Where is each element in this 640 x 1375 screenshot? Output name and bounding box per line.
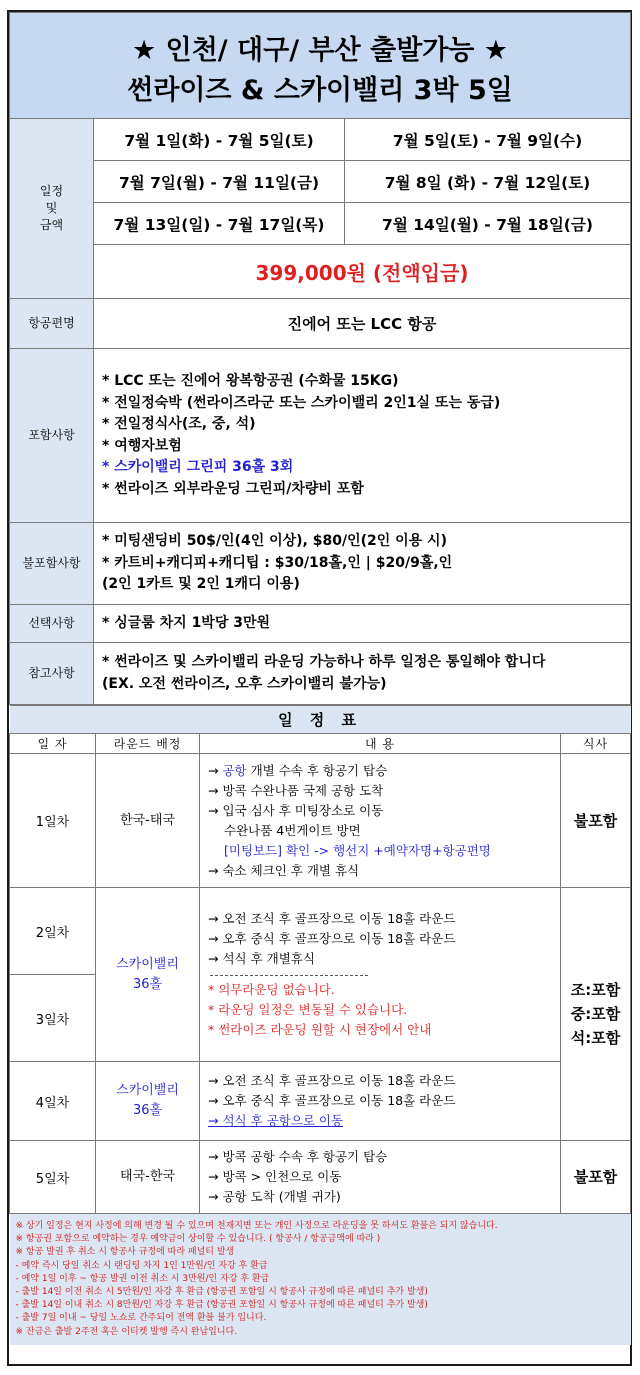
meal-info: 불포함 <box>561 1141 631 1214</box>
note-line: ※ 항공 발권 후 취소 시 항공사 규정에 따라 패널티 발생 <box>15 1247 235 1258</box>
header-content: 내 용 <box>200 734 561 754</box>
note-line: ※ 잔금은 출발 2주전 혹은 이티켓 발행 즉시 완납입니다. <box>15 1326 238 1337</box>
included-item: * 썬라이즈 외부라운딩 그린피/차량비 포함 <box>102 480 364 497</box>
table-row <box>10 1062 631 1141</box>
excluded-item: * 카트비+캐디피+캐디팁 : $30/18홀,인 | $20/9홀,인 <box>102 554 453 571</box>
included-item: * LCC 또는 진에어 왕복항공권 (수화물 15KG) <box>102 373 399 389</box>
optional-label: 선택사항 <box>10 605 94 643</box>
day-label: 2일차 <box>10 888 96 975</box>
itinerary-title: 일 정 표 <box>10 706 631 734</box>
round-assignment: 스카이밸리 36홀 <box>96 1062 200 1141</box>
date-range: 7월 13일(일) - 7월 17일(목) <box>94 203 345 245</box>
included-item: * 여행자보험 <box>102 437 182 454</box>
header-round: 라운드 배정 <box>96 734 200 754</box>
table-row <box>10 888 631 975</box>
info-table <box>9 12 631 705</box>
date-range: 7월 8일 (화) - 7월 12일(토) <box>345 161 631 203</box>
date-range: 7월 1일(화) - 7월 5일(토) <box>94 119 345 161</box>
date-range: 7월 14일(월) - 7월 18일(금) <box>345 203 631 245</box>
airline-label: 항공편명 <box>10 299 94 349</box>
note-line: - 출발 14일 이내 취소 시 8만원/인 자강 후 환급 (항공권 포함일 시 항공사 규정에 따른 패널티 추가 발생) <box>15 1300 428 1311</box>
round-assignment: 스카이밸리 36홀 <box>96 888 200 1062</box>
table-row <box>10 754 631 888</box>
note-line: ※ 항공권 포함으로 예약하는 경우 예약금이 상이할 수 있습니다. ( 항공사 / 항공금액에 따라 ) <box>15 1234 381 1245</box>
date-range: 7월 7일(월) - 7월 11일(금) <box>94 161 345 203</box>
note-line: - 출발 7일 이내 ~ 당일 노쇼로 간주되어 전액 환불 불가 입니다. <box>15 1313 267 1324</box>
reference-label: 참고사항 <box>10 643 94 705</box>
note-line: - 예약 즉시 당일 취소 시 랜딩팅 차지 1인 1만원/인 자강 후 환급 <box>15 1260 268 1271</box>
meal-info: 조:포함 중:포함 석:포함 <box>561 888 631 1141</box>
day-label: 5일차 <box>10 1141 96 1214</box>
excluded-list <box>94 523 631 605</box>
table-row <box>10 1141 631 1214</box>
date-range: 7월 5일(토) - 7월 9일(수) <box>345 119 631 161</box>
day-label: 1일차 <box>10 754 96 888</box>
round-assignment: 한국-태국 <box>96 754 200 888</box>
note-line: - 출발 14일 이전 취소 시 5만원/인 자강 후 환급 (항공권 포함일 시 항공사 규정에 따른 패널티 추가 발생) <box>15 1287 428 1298</box>
round-assignment: 태국-한국 <box>96 1141 200 1214</box>
dashed-divider <box>210 975 368 976</box>
day-content: → 방콕 공항 수속 후 항공기 탑승 → 방콕 > 인천으로 이동 → 공항 도착 (개별 귀가) <box>200 1141 561 1214</box>
meal-info: 불포함 <box>561 754 631 888</box>
title-banner <box>10 13 631 119</box>
price: 399,000원 (전액입금) <box>94 245 631 299</box>
airline-value: 진에어 또는 LCC 항공 <box>94 299 631 349</box>
day-content: → 오전 조식 후 골프장으로 이동 18홀 라운드 → 오후 중식 후 골프장으로 이동 18홀 라운드 → 석식 후 공항으로 이동 <box>200 1062 561 1141</box>
included-item: * 전일정식사(조, 중, 석) <box>102 416 256 432</box>
notes-section <box>10 1214 631 1345</box>
title-line-1: ★ 인천/ 대구/ 부산 출발가능 ★ <box>132 34 508 66</box>
title-line-2: 썬라이즈 & 스카이밸리 3박 5일 <box>127 74 513 106</box>
day-content: → 오전 조식 후 골프장으로 이동 18홀 라운드 → 오후 중식 후 골프장으로 이동 18홀 라운드 → 석식 후 개별휴식 * 의무라운딩 없습니다. * 라운딩 일정은 변동될 수 있습니다. * 썬라이즈 라운딩 원할 시 현장에서 안내 <box>200 888 561 1062</box>
tour-info-sheet <box>7 10 632 1366</box>
excluded-item: (2인 1카트 및 2인 1캐디 이용) <box>102 576 300 593</box>
itinerary-table <box>9 705 631 1345</box>
note-line: ※ 상기 일정은 현지 사정에 의해 변경 될 수 있으며 천재지변 또는 개인 사정으로 라운딩을 못 하셔도 환불은 되지 않습니다. <box>15 1221 498 1231</box>
included-label: 포함사항 <box>10 349 94 523</box>
header-day: 일 자 <box>10 734 96 754</box>
note-line: - 예약 1일 이후 ~ 항공 발권 이전 취소 시 3만원/인 자강 후 환급 <box>15 1273 270 1284</box>
included-item: * 전일정숙박 (썬라이즈라군 또는 스카이밸리 2인1실 또는 동급) <box>102 394 501 411</box>
header-meal: 식사 <box>561 734 631 754</box>
excluded-item: * 미팅샌딩비 50$/인(4인 이상), $80/인(2인 이용 시) <box>102 533 447 550</box>
reference-text: * 썬라이즈 및 스카이밸리 라운딩 가능하나 하루 일정은 통일해야 합니다 (EX. 오전 썬라이즈, 오후 스카이밸리 불가능) <box>94 643 631 705</box>
schedule-price-label: 일정 및 금액 <box>10 119 94 299</box>
day-label: 4일차 <box>10 1062 96 1141</box>
day-content: → 공항 개별 수속 후 항공기 탑승 → 방콕 수완나품 국제 공항 도착 → 입국 심사 후 미팅장소로 이동 수완나품 4번게이트 방면 [미팅보드] 확인 -> 행선지 +예약자명+항공편명 → 숙소 체크인 후 개별 휴식 <box>200 754 561 888</box>
day-label: 3일차 <box>10 975 96 1062</box>
included-item: * 스카이밸리 그린피 36홀 3회 <box>102 459 294 475</box>
itinerary-header-row <box>10 734 631 754</box>
excluded-label: 불포함사항 <box>10 523 94 605</box>
optional-value: * 싱글룸 차지 1박당 3만원 <box>94 605 631 643</box>
included-list <box>94 349 631 523</box>
